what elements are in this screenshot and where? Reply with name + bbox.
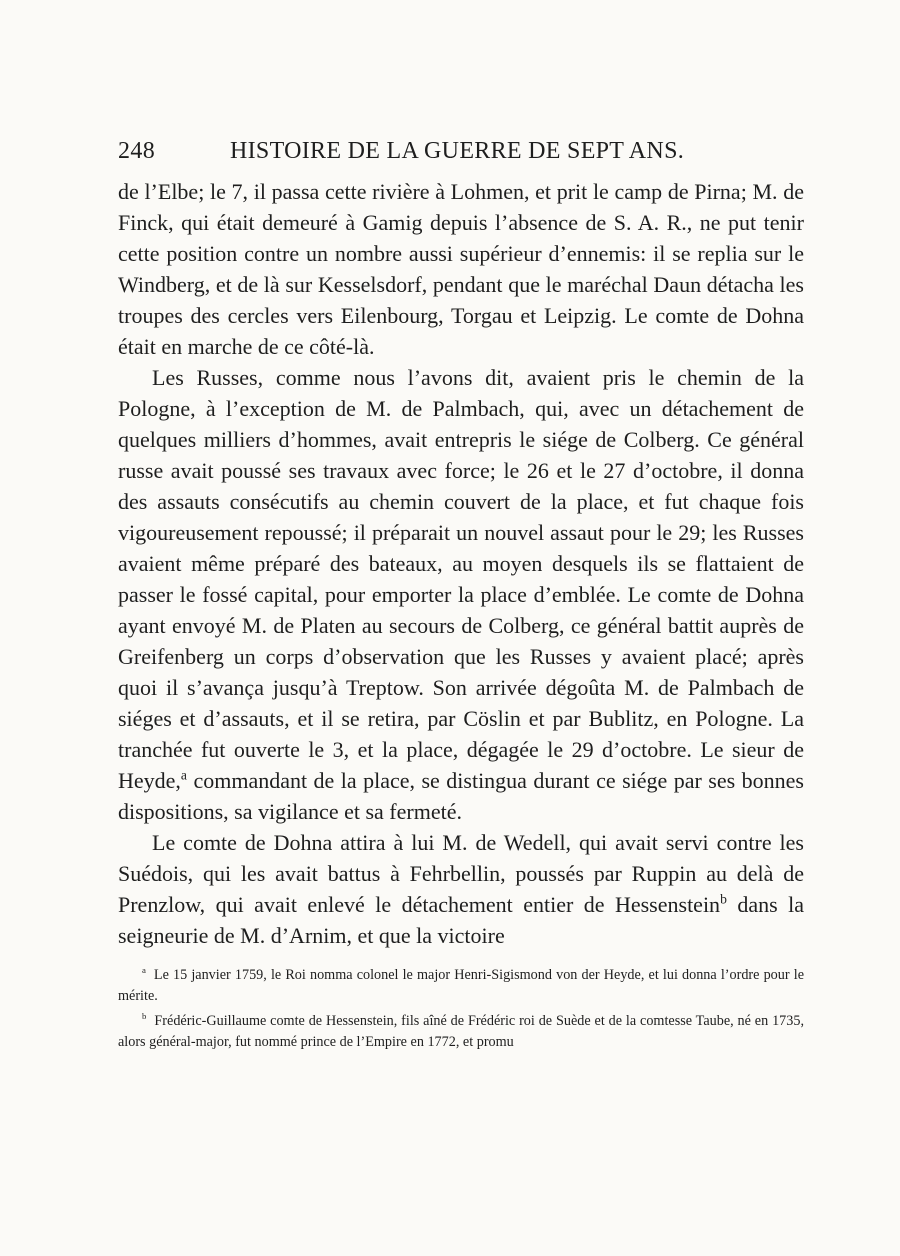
paragraph-2: [118, 362, 804, 827]
paragraph-text: Le comte de Dohna attira à lui M. de Wedell, qui avait servi contre les Suédois, qui les avait battus à Fehrbellin, poussés par Ruppin au delà de Prenzlow, qui avait enlevé le détachement entier de Hessenstein: [118, 830, 804, 917]
paragraph-3: [118, 827, 804, 951]
page-number: 248: [118, 138, 156, 164]
footnote-ref-b[interactable]: b: [720, 891, 727, 907]
footnote-b: [118, 1011, 804, 1053]
paragraph-text: commandant de la place, se distingua durant ce siége par ses bonnes dispositions, sa vigilance et sa fermeté.: [118, 768, 804, 824]
body-text: [118, 176, 804, 951]
paragraph-1: [118, 176, 804, 362]
page-header: [118, 138, 804, 172]
footnote-text: Le 15 janvier 1759, le Roi nomma colonel le major Henri-Sigismond von der Heyde, et lui donna l’ordre pour le mérite.: [118, 967, 804, 1004]
running-title: HISTOIRE DE LA GUERRE DE SEPT ANS.: [230, 138, 685, 164]
footnote-mark: a: [142, 965, 146, 976]
footnote-text: Frédéric-Guillaume comte de Hessenstein, fils aîné de Frédéric roi de Suède et de la comtesse Taube, né en 1735, alors général-major, fut nommé prince de l’Empire en 1772, et promu: [118, 1013, 804, 1050]
footnotes: [118, 965, 804, 1053]
paragraph-text: Les Russes, comme nous l’avons dit, avaient pris le chemin de la Pologne, à l’exception de M. de Palmbach, qui, avec un détachement de quelques milliers d’hommes, avait entrepris le siége de Colberg. Ce général russe avait poussé ses travaux avec force; le 26 et le 27 d’octobre, il donna des assauts consécutifs au chemin couvert de la place, et fut chaque fois vigoureusement repoussé; il préparait un nouvel assaut pour le 29; les Russes avaient même préparé des bateaux, au moyen desquels ils se flattaient de passer le fossé capital, pour emporter la place d’emblée. Le comte de Dohna ayant envoyé M. de Platen au secours de Colberg, ce général battit auprès de Greifenberg un corps d’observation que les Russes y avaient placé; après quoi il s’avança jusqu’à Treptow. Son arrivée dégoûta M. de Palmbach de siéges et d’assauts, et il se retira, par Cöslin et par Bublitz, en Pologne. La tranchée fut ouverte le 3, et la place, dégagée le 29 d’octobre. Le sieur de Heyde,: [118, 365, 804, 793]
book-page: [118, 138, 804, 1057]
paragraph-text: dans la seigneurie de M. d’Arnim, et que la victoire: [118, 892, 804, 948]
footnote-mark: b: [142, 1011, 147, 1022]
footnote-ref-a[interactable]: a: [180, 767, 187, 783]
footnote-a: [118, 965, 804, 1007]
paragraph-text: de l’Elbe; le 7, il passa cette rivière à Lohmen, et prit le camp de Pirna; M. de Finck, qui était demeuré à Gamig depuis l’absence de S. A. R., ne put tenir cette position contre un nombre aussi supérieur d’ennemis: il se replia sur le Windberg, et de là sur Kesselsdorf, pendant que le maréchal Daun détacha les troupes des cercles vers Eilenbourg, Torgau et Leipzig. Le comte de Dohna était en marche de ce côté-là.: [118, 179, 804, 359]
